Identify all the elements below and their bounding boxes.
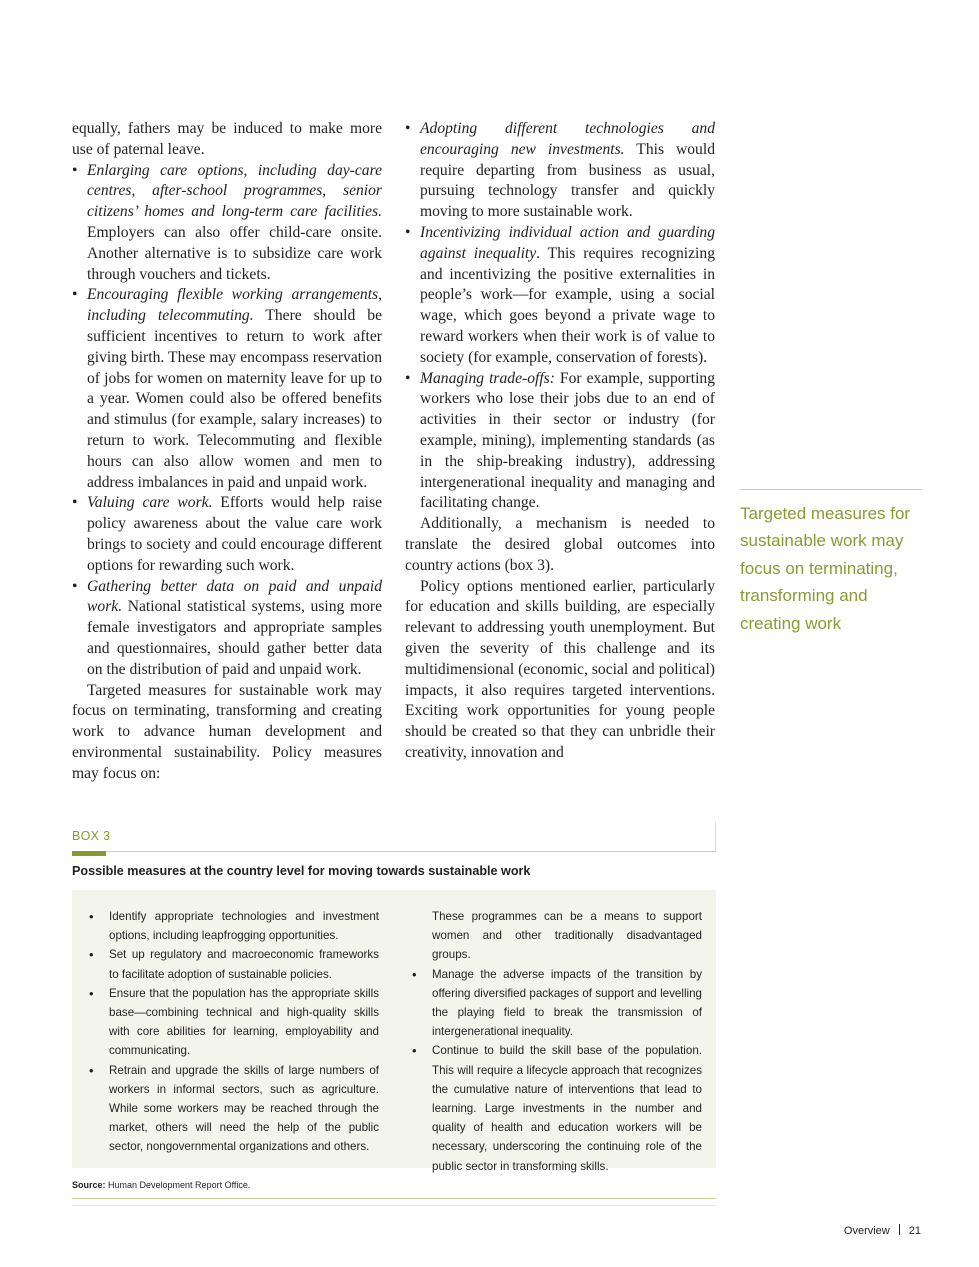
source-label: Source: bbox=[72, 1180, 106, 1190]
box-item-continuation: These programmes can be a means to support women and other traditionally disadvantaged groups. bbox=[432, 910, 702, 962]
box-item: • Ensure that the population has the appropriate skills base—combining technical and high-quality skills with core abilities for learning, employability and communicating. bbox=[109, 984, 379, 1061]
box-left-list bbox=[109, 907, 379, 1157]
right-bullet-list bbox=[405, 119, 715, 514]
box-item: • Retrain and upgrade the skills of large numbers of workers in informal sectors, such as agriculture. While some workers may be reached through the market, others will need the help of the public sector, nongovernmental organizations and others. bbox=[109, 1061, 379, 1157]
bullet-lead: Gathering better data on paid and unpaid work. bbox=[87, 577, 382, 616]
paragraph-mechanism: Additionally, a mechanism is needed to translate the desired global outcomes into country actions (box 3). bbox=[405, 515, 715, 574]
box-item: • Set up regulatory and macroeconomic frameworks to facilitate adoption of sustainable policies. bbox=[109, 945, 379, 983]
bullet-text: This would require departing from business as usual, pursuing technology transfer and quickly moving to more sustainable work. bbox=[420, 140, 715, 221]
box-item: • Manage the adverse impacts of the transition by offering diversified packages of support and levelling the playing field to break the transmission of intergenerational inequality. bbox=[432, 965, 702, 1042]
box-right-column bbox=[432, 907, 702, 1176]
box-body bbox=[72, 890, 716, 1173]
bullet-text: . This requires recognizing and incentivizing the positive externalities in people’s work—for example, using a social wage, which goes beyond a private wage to reward workers when their work is of value to society (for example, conservation of forests). bbox=[420, 244, 715, 366]
box-bottom-rule bbox=[72, 1198, 716, 1199]
footer-section: Overview bbox=[843, 1225, 890, 1237]
bullet-text: National statistical systems, using more female investigators and appropriate samples and questionnaires, should gather better data on the distribution of paid and unpaid work. bbox=[87, 598, 382, 678]
left-text-column bbox=[72, 119, 382, 785]
bullet-technologies bbox=[405, 119, 715, 223]
bullet-lead: Adopting different technologies and encouraging new investments. bbox=[420, 120, 715, 158]
bullet-text: Employers can also offer child-care onsite. Another alternative is to subsidize care work through vouchers and tickets. bbox=[87, 223, 382, 283]
box-title: Possible measures at the country level for moving towards sustainable work bbox=[72, 864, 531, 878]
bullet-better-data bbox=[72, 577, 382, 681]
box-bottom-rule-secondary bbox=[72, 1205, 716, 1206]
bullet-text: There should be sufficient incentives to return to work after giving birth. These may encompass reservation of jobs for women on maternity leave for up to a year. Women could also be offered benefits and stimulus (for example, salary increases) to return to work. Telecommuting and flexible hours can also allow women and men to address imbalances in paid and unpaid work. bbox=[87, 307, 382, 491]
bullet-lead: Encouraging flexible working arrangements, including telecommuting. bbox=[87, 286, 382, 325]
box-source bbox=[72, 1180, 250, 1190]
bullet-incentivizing bbox=[405, 223, 715, 369]
bullet-text: Efforts would help raise policy awareness about the value care work brings to society and could encourage different options for rewarding such work. bbox=[87, 494, 382, 574]
source-text: Human Development Report Office. bbox=[105, 1180, 251, 1190]
bullet-trade-offs bbox=[405, 369, 715, 515]
bullet-lead: Enlarging care options, including day-care centres, after-school programmes, senior citizens’ homes and long-term care facilities. bbox=[87, 161, 382, 221]
footer-divider bbox=[899, 1224, 900, 1235]
box-item: • Identify appropriate technologies and investment options, including leapfrogging opportunities. bbox=[109, 907, 379, 945]
box-item: • Continue to build the skill base of the population. This will require a lifecycle approach that recognizes the cumulative nature of interventions that lead to learning. Large investments in the number and quality of health and education workers will be necessary, underscoring the continuing role of the public sector in transforming skills. bbox=[432, 1041, 702, 1175]
box-right-list bbox=[432, 965, 702, 1176]
box-left-column bbox=[109, 907, 379, 1157]
page-number: 21 bbox=[908, 1225, 921, 1237]
box-edge-line bbox=[715, 822, 716, 852]
bullet-lead: Managing trade-offs: bbox=[420, 369, 555, 387]
paragraph-continuation: equally, fathers may be induced to make more use of paternal leave. bbox=[72, 120, 382, 158]
box-label: BOX 3 bbox=[72, 829, 111, 843]
box-top-rule bbox=[72, 851, 716, 852]
bullet-care-options bbox=[72, 161, 382, 286]
paragraph-targeted-measures: Targeted measures for sustainable work may focus on terminating, transforming and creating work to advance human development and environmental sustainability. Policy measures may focus on: bbox=[72, 681, 382, 782]
bullet-valuing-care bbox=[72, 493, 382, 576]
left-bullet-list bbox=[72, 161, 382, 681]
box-3 bbox=[72, 822, 716, 1207]
bullet-text: For example, supporting workers who lose their jobs due to an end of activities in their sector or industry (for example, mining), implementing standards (as in the ship-breaking industry), addressing intergenerational inequality and managing and facilitating change. bbox=[420, 369, 715, 512]
paragraph-youth-unemployment: Policy options mentioned earlier, particularly for education and skills building, are especially relevant to addressing youth unemployment. But given the severity of this challenge and its multidimensional (economic, social and political) impacts, it also requires targeted interventions. Exciting work opportunities for young people should be created so that they can unbridle their creativity, innovation and bbox=[405, 577, 715, 761]
page-footer bbox=[844, 1224, 921, 1237]
box-accent-bar bbox=[72, 851, 106, 856]
bullet-lead: Incentivizing individual action and guarding against inequality bbox=[420, 223, 715, 262]
bullet-flexible-working bbox=[72, 285, 382, 493]
margin-pull-quote: Targeted measures for sustainable work may focus on terminating, transforming and creating work bbox=[740, 489, 922, 637]
right-text-column bbox=[405, 119, 715, 764]
bullet-lead: Valuing care work. bbox=[87, 494, 213, 512]
